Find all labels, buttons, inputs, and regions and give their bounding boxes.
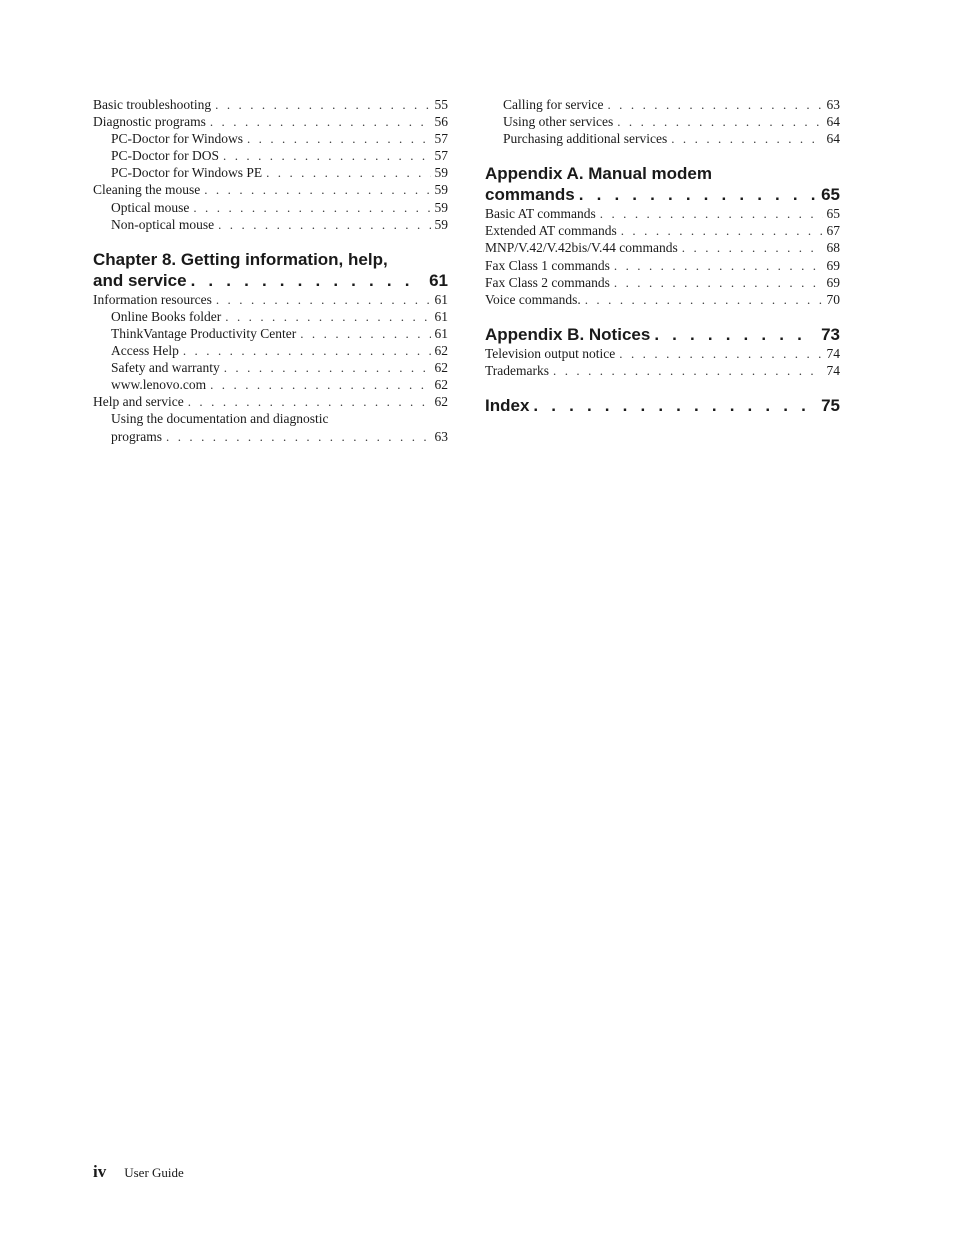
dot-leader [216, 291, 431, 308]
toc-entry-page: 57 [434, 131, 448, 147]
toc-entry[interactable] [93, 393, 448, 410]
toc-entry[interactable] [485, 205, 840, 222]
toc-entry[interactable] [93, 216, 448, 233]
dot-leader [654, 324, 815, 345]
dot-leader [193, 199, 430, 216]
toc-entry[interactable] [93, 359, 448, 376]
toc-entry-page: 62 [434, 360, 448, 376]
toc-entry[interactable] [485, 257, 840, 274]
toc-entry-title: Basic AT commands [485, 206, 596, 222]
index-page: 75 [821, 396, 840, 416]
dot-leader [191, 270, 424, 291]
toc-group-chapter-8 [93, 291, 448, 411]
dot-leader [617, 113, 822, 130]
toc-entry-title: Using other services [503, 114, 614, 130]
dot-leader [210, 376, 430, 393]
toc-group-troubleshooting [93, 96, 448, 233]
toc-group-appendix-a [485, 205, 840, 308]
toc-entry[interactable] [93, 113, 448, 130]
dot-leader [223, 147, 431, 164]
toc-entry[interactable] [485, 345, 840, 362]
toc-entry-page: 74 [826, 345, 840, 361]
dot-leader [614, 274, 823, 291]
page-number: iv [93, 1162, 107, 1181]
toc-column-left [93, 96, 448, 445]
toc-entry[interactable] [93, 308, 448, 325]
appendix-a-title-line2 [485, 184, 840, 205]
toc-entry[interactable] [93, 130, 448, 147]
dot-leader [671, 130, 822, 147]
toc-entry-title: Television output notice [485, 345, 616, 361]
toc-entry[interactable] [93, 342, 448, 359]
toc-entry-page: 65 [826, 206, 840, 222]
toc-entry-title: MNP/V.42/V.42bis/V.44 commands [485, 240, 678, 256]
toc-entry-title-line2: programs [111, 428, 162, 444]
toc-index-heading[interactable] [485, 395, 840, 416]
toc-entry-page: 61 [434, 308, 448, 324]
toc-entry-title: Non-optical mouse [111, 216, 215, 232]
dot-leader [607, 96, 822, 113]
toc-entry[interactable] [93, 164, 448, 181]
toc-entry[interactable] [485, 274, 840, 291]
appendix-a-page: 65 [821, 185, 840, 205]
appendix-b-page: 73 [821, 324, 840, 344]
toc-entry-page: 61 [434, 291, 448, 307]
toc-entry[interactable] [93, 325, 448, 342]
toc-entry-page: 59 [434, 216, 448, 232]
dot-leader [533, 395, 815, 416]
toc-entry-title: PC-Doctor for Windows [111, 131, 243, 147]
toc-entry-page: 55 [434, 97, 448, 112]
toc-entry-page: 59 [434, 165, 448, 181]
dot-leader [614, 257, 823, 274]
dot-leader [266, 164, 430, 181]
toc-entry[interactable] [93, 96, 448, 113]
toc-entry-title: ThinkVantage Productivity Center [111, 325, 297, 341]
toc-entry[interactable] [93, 147, 448, 164]
chapter-8-title-line2 [93, 270, 448, 291]
toc-entry-title: Calling for service [503, 97, 604, 112]
toc-entry-page: 74 [826, 362, 840, 378]
chapter-8-title-line1: Chapter 8. Getting information, help, [93, 249, 388, 269]
toc-entry[interactable] [485, 96, 840, 113]
toc-entry-page: 68 [826, 240, 840, 256]
toc-entry-title: PC-Doctor for DOS [111, 148, 219, 164]
toc-entry-page: 69 [826, 257, 840, 273]
toc-entry-page: 59 [434, 199, 448, 215]
toc-entry-title: Purchasing additional services [503, 131, 668, 147]
toc-entry-page: 69 [826, 274, 840, 290]
toc-entry-title: Online Books folder [111, 308, 222, 324]
toc-entry-title: Safety and warranty [111, 360, 220, 376]
dot-leader [619, 345, 822, 362]
toc-column-right [485, 96, 840, 416]
dot-leader [224, 359, 431, 376]
toc-entry-title: Access Help [111, 343, 179, 359]
toc-entry-line2 [111, 428, 448, 445]
toc-entry[interactable] [485, 130, 840, 147]
toc-entry-page: 64 [826, 114, 840, 130]
toc-entry-title: Diagnostic programs [93, 114, 206, 130]
toc-entry-title: Fax Class 2 commands [485, 274, 610, 290]
dot-leader [300, 325, 430, 342]
toc-entry-title: www.lenovo.com [111, 377, 207, 393]
document-title: User Guide [124, 1165, 184, 1180]
toc-entry-page: 62 [434, 343, 448, 359]
index-title: Index [485, 396, 530, 416]
dot-leader [247, 130, 431, 147]
dot-leader [600, 205, 823, 222]
toc-entry-title: Basic troubleshooting [93, 97, 212, 112]
toc-entry-title: Voice commands. [485, 291, 581, 307]
page-footer [93, 1162, 184, 1182]
toc-entry-title: Trademarks [485, 362, 549, 378]
dot-leader [553, 362, 823, 379]
toc-entry-title-line1: Using the documentation and diagnostic [111, 411, 329, 427]
toc-entry-page: 62 [434, 394, 448, 410]
toc-entry-page: 57 [434, 148, 448, 164]
toc-entry-page: 63 [826, 97, 840, 112]
dot-leader [585, 291, 823, 308]
toc-entry[interactable] [485, 113, 840, 130]
dot-leader [225, 308, 430, 325]
dot-leader [204, 181, 430, 198]
toc-appendix-b-heading[interactable] [485, 324, 840, 345]
dot-leader [682, 239, 823, 256]
toc-entry-page: 67 [826, 223, 840, 239]
toc-entry-title: PC-Doctor for Windows PE [111, 165, 263, 181]
toc-entry[interactable] [485, 291, 840, 308]
toc-entry-title: Information resources [93, 291, 212, 307]
dot-leader [218, 216, 430, 233]
toc-entry[interactable] [485, 222, 840, 239]
dot-leader [210, 113, 431, 130]
toc-entry-title: Help and service [93, 394, 184, 410]
toc-chapter-8-heading[interactable] [93, 249, 448, 291]
dot-leader [621, 222, 823, 239]
toc-entry-page: 56 [434, 114, 448, 130]
dot-leader [183, 342, 431, 359]
toc-entry-title: Optical mouse [111, 199, 190, 215]
toc-entry-page: 59 [434, 182, 448, 198]
toc-appendix-a-heading[interactable] [485, 163, 840, 205]
dot-leader [188, 393, 431, 410]
toc-entry[interactable] [93, 376, 448, 393]
toc-entry[interactable] [93, 291, 448, 308]
appendix-a-title-line2-text: commands [485, 185, 575, 205]
dot-leader [579, 184, 815, 205]
appendix-a-title-line1: Appendix A. Manual modem [485, 164, 713, 184]
toc-entry[interactable] [485, 239, 840, 256]
toc-entry-using-documentation[interactable] [93, 410, 448, 444]
toc-entry-title: Cleaning the mouse [93, 182, 201, 198]
appendix-b-title: Appendix B. Notices [485, 324, 651, 344]
toc-entry[interactable] [485, 362, 840, 379]
chapter-8-title-line2-text: and service [93, 270, 187, 290]
toc-entry[interactable] [93, 199, 448, 216]
toc-entry-page: 63 [434, 428, 448, 444]
toc-entry-page: 62 [434, 377, 448, 393]
toc-group-appendix-b [485, 345, 840, 379]
toc-entry-page: 70 [826, 291, 840, 307]
dot-leader [166, 428, 431, 445]
toc-entry[interactable] [93, 181, 448, 198]
toc-entry-title: Extended AT commands [485, 223, 617, 239]
toc-entry-title: Fax Class 1 commands [485, 257, 610, 273]
toc-entry-page: 64 [826, 131, 840, 147]
dot-leader [215, 96, 430, 113]
chapter-8-page: 61 [429, 270, 448, 290]
toc-group-service [485, 96, 840, 147]
toc-entry-page: 61 [434, 325, 448, 341]
